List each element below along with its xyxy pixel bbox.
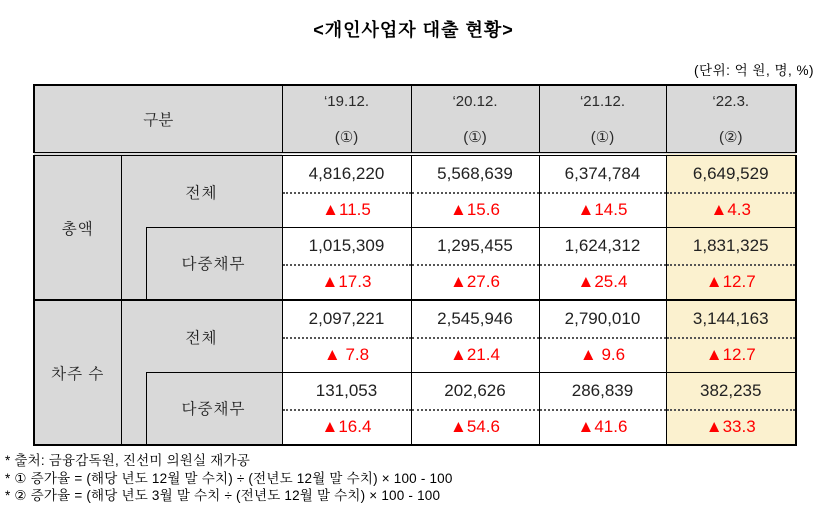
period-label: ‘21.12. [579,93,626,110]
amount-value: 6,374,784 [564,163,641,183]
growth-rate: ▲12.7 [667,337,796,373]
row-label-multidebt [121,228,282,301]
table-row-borrowers-all [34,300,796,373]
amount-value: 1,295,455 [437,235,513,255]
column-header-2112 [539,85,666,154]
value-cell [539,154,666,228]
period-label: ‘20.12. [452,93,498,110]
row-label-all: 전체 [121,300,282,373]
formula-ref-label: (①) [463,129,487,146]
value-cell [411,154,539,228]
value-cell-highlighted [666,300,796,373]
amount-value: 6,649,529 [692,163,769,183]
value-cell [539,228,666,301]
value-cell [539,373,666,446]
value-cell-highlighted [666,154,796,228]
value-cell [411,373,539,446]
value-cell [282,373,411,446]
growth-rate: ▲15.6 [412,192,539,228]
table-row-total-all [34,154,796,228]
period-label: ‘19.12. [323,93,370,110]
amount-value: 1,015,309 [308,235,385,255]
amount-value: 4,816,220 [308,163,385,183]
value-cell-highlighted [666,373,796,446]
value-cell [282,228,411,301]
value-cell [282,300,411,373]
amount-value: 3,144,163 [692,308,769,328]
growth-rate: ▲ 7.8 [283,337,411,373]
value-cell [411,228,539,301]
growth-rate: ▲12.7 [667,264,796,300]
amount-value: 2,097,221 [308,308,385,328]
value-cell [539,300,666,373]
growth-rate: ▲21.4 [412,337,539,373]
table-row-borrowers-multidebt [34,373,796,446]
column-header-1912 [282,85,411,154]
footnote-source: * 출처: 금융감독원, 진선미 의원실 재가공 [5,453,250,468]
column-header-2203 [666,85,796,154]
amount-value: 2,545,946 [437,308,513,328]
header-row [34,85,796,154]
amount-value: 382,235 [700,380,762,400]
column-header-category: 구분 [34,85,282,154]
formula-ref-label: (①) [590,129,615,146]
row-group-label-borrowers: 차주 수 [34,300,121,445]
amount-value: 202,626 [444,380,506,400]
footnote-formula-1: * ① 증가율 = (해당 년도 12월 말 수치) ÷ (전년도 12월 말 수치) × 100 - 100 [5,470,453,486]
loan-status-table [33,84,797,446]
row-label-text: 다중채무 [181,401,246,419]
growth-rate: ▲54.6 [412,409,539,445]
growth-rate: ▲17.3 [283,264,411,300]
page-title: <개인사업자 대출 현황> [313,20,514,40]
table-row-total-multidebt [34,228,796,301]
growth-rate: ▲33.3 [667,409,796,445]
growth-rate: ▲ 9.6 [540,337,666,373]
growth-rate: ▲16.4 [283,409,411,445]
footnote-formula-2: * ② 증가율 = (해당 년도 3월 말 수치 ÷ (전년도 12월 말 수치) × 100 - 100 [5,488,441,503]
amount-value: 2,790,010 [564,308,641,328]
growth-rate: ▲25.4 [540,264,666,300]
growth-rate: ▲41.6 [540,409,666,445]
value-cell [411,300,539,373]
value-cell-highlighted [666,228,796,301]
amount-value: 131,053 [315,380,378,400]
growth-rate: ▲4.3 [667,192,796,228]
growth-rate: ▲27.6 [412,264,539,300]
column-header-2012 [411,85,539,154]
formula-ref-label: (①) [334,129,359,146]
row-group-label-total: 총액 [34,154,121,300]
growth-rate: ▲14.5 [540,192,666,228]
row-label-all: 전체 [121,154,282,228]
amount-value: 286,839 [571,380,634,400]
amount-value: 5,568,639 [437,163,513,183]
formula-ref-label: (②) [719,129,743,146]
footnotes [5,452,827,505]
growth-rate: ▲11.5 [283,192,411,228]
period-label: ‘22.3. [712,93,750,110]
amount-value: 1,624,312 [564,235,641,255]
row-label-text: 다중채무 [181,256,246,274]
amount-value: 1,831,325 [692,235,769,255]
row-label-multidebt [121,373,282,446]
unit-note: (단위: 억 원, 명, %) [694,63,814,78]
value-cell [282,154,411,228]
